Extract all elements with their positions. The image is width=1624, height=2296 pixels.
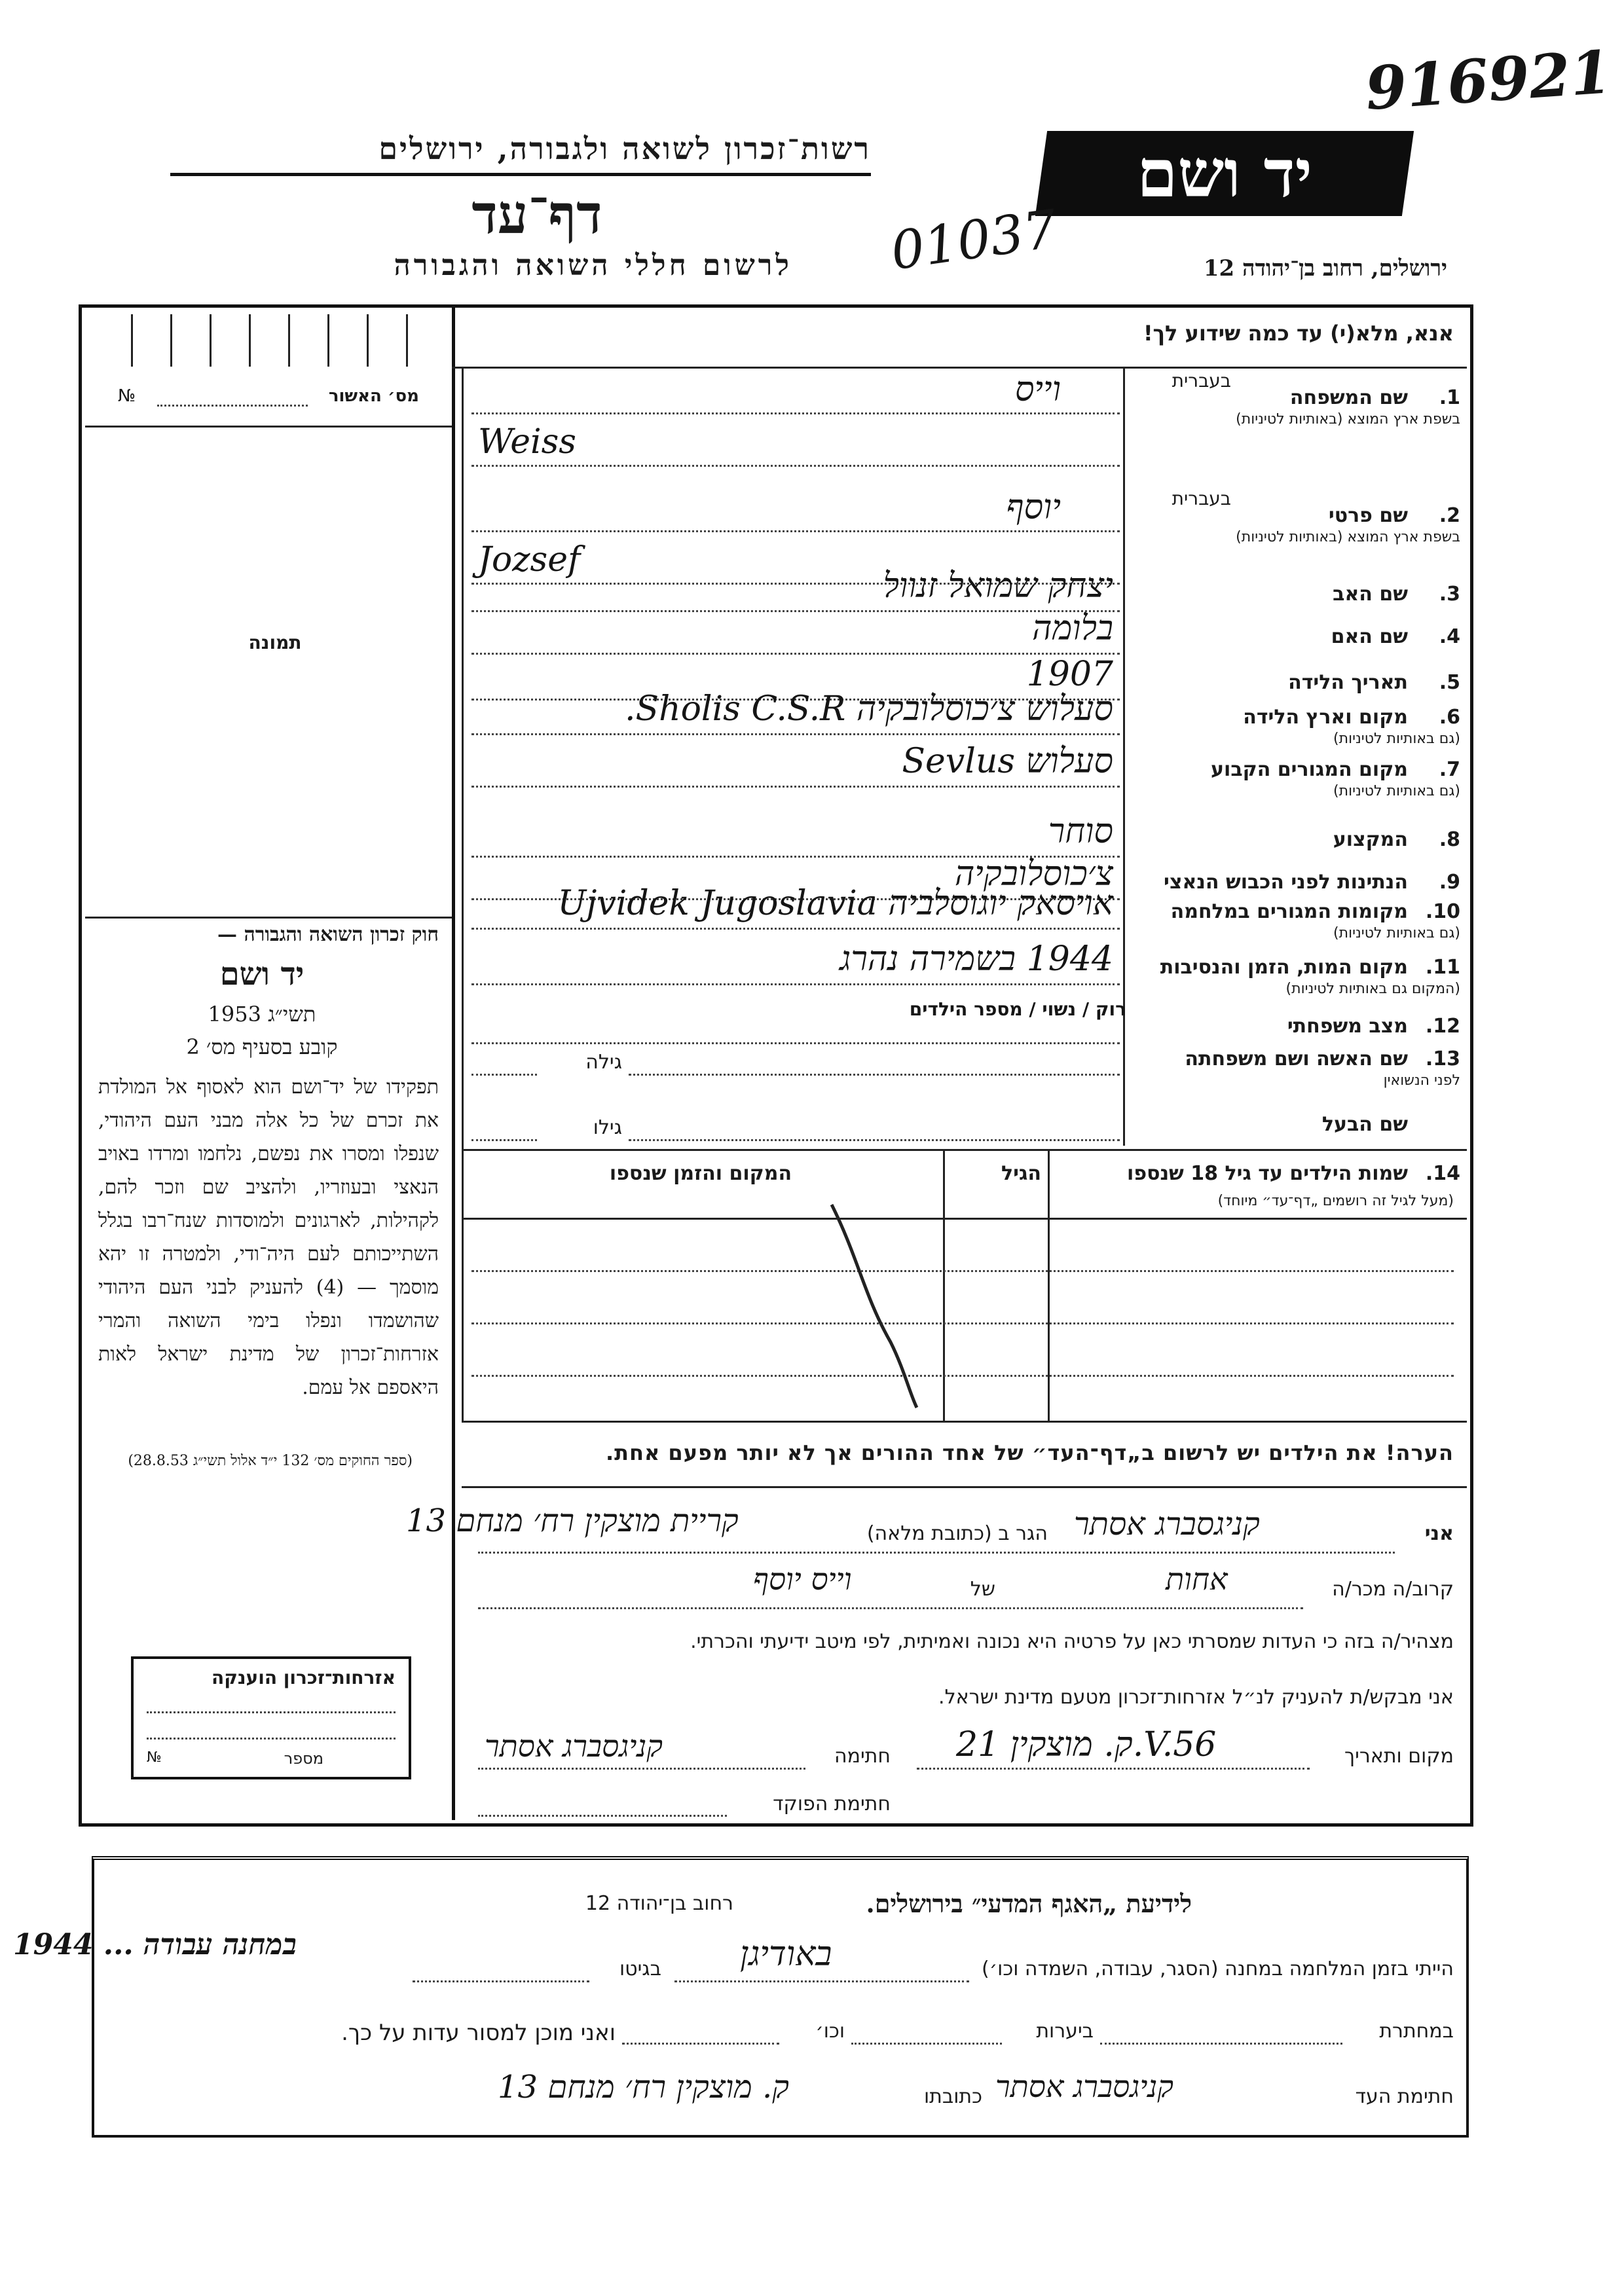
children-col-place: המקום והזמן שנספו — [609, 1162, 792, 1185]
bottom-address: רחוב בן־יהודה 12 — [585, 1892, 733, 1915]
officer-signature-label: חתימת הפוקד — [773, 1793, 891, 1815]
authority-name: רשות־זכרון לשואה ולגבורה, ירושלים — [170, 131, 871, 176]
decl-name: קניגסברג אסתר — [1074, 1506, 1260, 1542]
field-tag: בעברית — [1172, 370, 1231, 392]
children-col-age: הגיל — [1001, 1162, 1041, 1185]
signature-label: חתימה — [834, 1745, 891, 1768]
field-label: מקום המות, הזמן והנסיבות — [1160, 956, 1408, 979]
field-label: תאריך הלידה — [1288, 671, 1408, 694]
decl-address: קריית מוצקין רח׳ מנחם 13 — [406, 1503, 739, 1539]
field-label: מקומות המגורים במלחמה — [1170, 900, 1408, 923]
field-label: המקצוע — [1333, 828, 1408, 851]
witness-address-label: כתובתו — [924, 2085, 982, 2108]
citizenship-no-sign: № — [147, 1749, 162, 1766]
field-value: יצחק שמואל זנוול — [883, 566, 1113, 606]
underground-label: במחתרת — [1379, 2020, 1454, 2043]
form-title: דף־עד — [471, 183, 602, 246]
field-number: 6. — [1439, 706, 1460, 729]
field-number: 13. — [1425, 1048, 1460, 1070]
field-value-hebrew: יוסף — [1006, 488, 1061, 527]
photo-label: תמונה — [248, 632, 302, 653]
bottom-title: לידיעת „האגף המדעי״ בירושלים. — [866, 1889, 1192, 1918]
citizenship-box — [131, 1656, 411, 1779]
etc-label: וכו׳ — [815, 2020, 845, 2043]
decl-prefix: אני — [1424, 1522, 1454, 1545]
field-value: בלומה — [1032, 609, 1113, 648]
camp-value: באודיגן — [740, 1935, 832, 1974]
field-value: 1944 בשמירה נהרג — [840, 939, 1113, 979]
field-label: מקום וארץ הלידה — [1243, 706, 1408, 729]
forests-label: ביערות — [1036, 2020, 1094, 2043]
margin-note: במחנה עבודה ... 1944 — [13, 1928, 297, 1961]
address: ירושלים, רחוב בן־יהודה 12 — [1203, 255, 1447, 282]
instruction: אנא, מלא(י) עד כמה שידוע לך! — [1143, 321, 1454, 346]
field-label: מקום המגורים הקבוע — [1211, 758, 1408, 781]
archive-number: 916921 — [1363, 37, 1614, 124]
citizenship-box-title: אזרחות־זכרון הוענקה — [212, 1667, 396, 1688]
field-sub: (המקום גם באותיות לטיניות) — [1285, 981, 1460, 997]
field-sub: (גם באותיות לטיניות) — [1333, 783, 1460, 799]
field-number: 3. — [1439, 583, 1460, 606]
field-extra: גילה — [585, 1051, 622, 1074]
relation-label: קרוב/ה מכר/ה — [1332, 1578, 1454, 1601]
form-subtitle: לרשום חללי השואה והגבורה — [394, 249, 792, 282]
field-number: 12. — [1425, 1015, 1460, 1038]
office-use-boxes — [105, 308, 452, 373]
relation-person: וייס יוסף — [753, 1561, 852, 1597]
declaration-request: אני מבקש/ת להעניק לנ״ל אזרחות־זכרון מטעם מדינת ישראל. — [938, 1686, 1454, 1709]
field-sub: בשפת ארץ המוצא (באותיות לטיניות) — [1236, 411, 1460, 428]
field-sub: (גם באותיות לטיניות) — [1333, 731, 1460, 747]
field-value: רוק / נשוי / מספר הילדים — [909, 998, 1126, 1020]
field-label: מצב משפחתי — [1287, 1015, 1408, 1038]
yad-vashem-logo — [1035, 131, 1414, 216]
decl-address-label: הגר ב (כתובת מלאה) — [866, 1522, 1048, 1545]
field-extra: גילו — [593, 1116, 622, 1139]
witness-address: ק. מוצקין רח׳ מנחם 13 — [498, 2069, 789, 2105]
field-tag: בעברית — [1172, 488, 1231, 509]
law-section: קובע בסעיף מס׳ 2 — [186, 1034, 338, 1059]
logo-text: יד ושם — [1137, 135, 1312, 212]
field-value: 1907 — [1026, 655, 1113, 694]
children-note: הערה! את הילדים יש לרשום ב„דף־העד״ של אחד ההורים אך לא יותר מפעם אחת. — [605, 1440, 1454, 1465]
law-reference: (ספר החוקים מס׳ 132 י״ד אלול תשי״ג 28.8.53) — [128, 1453, 413, 1469]
field-value: סוחר — [1048, 812, 1113, 851]
field-value-latin: Jozsef — [478, 540, 581, 579]
field-value: סעלוש צ׳כוסלובקיה Sholis C.S.R. — [624, 689, 1113, 729]
law-title: חוק זכרון השואה והגבורה — — [217, 923, 439, 946]
relation-of: של — [970, 1578, 995, 1601]
place-date-value: ק. מוצקין 21.V.56 — [956, 1725, 1217, 1764]
field-label: שם האב — [1333, 583, 1408, 606]
field-number: 5. — [1439, 671, 1460, 694]
field-number: 11. — [1425, 956, 1460, 979]
children-sub: (מעל לגיל זה רושמים „דף־עד״ מיוחד) — [1217, 1193, 1454, 1209]
field-number: 1. — [1439, 386, 1460, 409]
ghetto-label: בגיטו — [619, 1958, 661, 1980]
approval-number-sign: № — [118, 386, 136, 406]
law-name: יד ושם — [219, 956, 304, 993]
field-number: 2. — [1439, 504, 1460, 527]
field-sub: לפני הנשואין — [1383, 1072, 1460, 1089]
registration-number: 01037 — [887, 198, 1061, 282]
cross-out-stroke — [819, 1198, 950, 1414]
field-value: אויסאק יוגוסלביה Ujvidek Jugoslavia — [557, 884, 1113, 923]
field-label: הנתינות לפני הכבוש הנאצי — [1164, 871, 1408, 894]
children-number: 14. — [1425, 1162, 1460, 1185]
field-sub: בשפת ארץ המוצא (באותיות לטיניות) — [1236, 529, 1460, 545]
law-text: תפקידו של יד־ושם הוא לאסוף אל המולדת את זכרם של כל אלה מבני העם היהודי, שנפלו ומסרו את נפשם, נלחמו ומרדו באויב הנאצי ובעוזריו, ולהציב שם וזכר להם, לקהילות, לארגונים ולמוסדות שנח־רבו בגלל השתייכותם לעם היה־ודי, ולמטרה זו יהא מוסמך — (4) להעניק לבני העם היהודי שהושמדו ונפלו בימי השואה והמרי אזרחות־זכרון של מדינת ישראל לאות היאספם אל עמם. — [98, 1076, 439, 1399]
field-label: שם פרטי — [1328, 504, 1408, 527]
field-number: 9. — [1439, 871, 1460, 894]
field-number: 7. — [1439, 758, 1460, 781]
field-value: סעלוש Sevlus — [902, 742, 1113, 781]
signature-value: קניגסברג אסתר — [485, 1728, 663, 1764]
children-label: שמות הילדים עד גיל 18 שנספו — [1127, 1162, 1408, 1185]
field-label: שם המשפחה — [1289, 386, 1408, 409]
field-value: צ׳כוסלובקיה — [954, 854, 1113, 894]
approval-label: מס׳ האשור — [328, 386, 419, 406]
field-label: שם האשה ושם משפחתה — [1185, 1048, 1408, 1070]
field-label: שם האם — [1331, 625, 1408, 648]
field-number: 4. — [1439, 625, 1460, 648]
declaration-statement: מצהיר/ה בזה כי העדות שמסרתי כאן על פרטיה היא נכונה ואמיתית, לפי מיטב ידיעתי והכרתי. — [690, 1630, 1454, 1653]
witness-signature: קניגסברג אסתר — [995, 2069, 1173, 2104]
field-value-hebrew: וייס — [1014, 370, 1061, 409]
field-value-latin: Weiss — [478, 422, 576, 462]
witness-signature-label: חתימת העד — [1355, 2085, 1454, 2108]
field-sub: (גם באותיות לטיניות) — [1333, 925, 1460, 941]
field-number: 10. — [1425, 900, 1460, 923]
citizenship-number-label: מספר — [284, 1749, 323, 1768]
law-year: תשי״ג 1953 — [208, 1002, 316, 1027]
camp-label: הייתי בזמן המלחמה במחנה (הסגר, עבודה, השמדה וכו׳) — [981, 1958, 1454, 1980]
field-label: שם הבעל — [1321, 1113, 1408, 1136]
relation-value: אחות — [1166, 1561, 1228, 1597]
field-number: 8. — [1439, 828, 1460, 851]
place-date-label: מקום ותאריך — [1344, 1745, 1454, 1768]
testimony-ready: ואני מוכן למסור עדות על כך. — [341, 2020, 616, 2046]
